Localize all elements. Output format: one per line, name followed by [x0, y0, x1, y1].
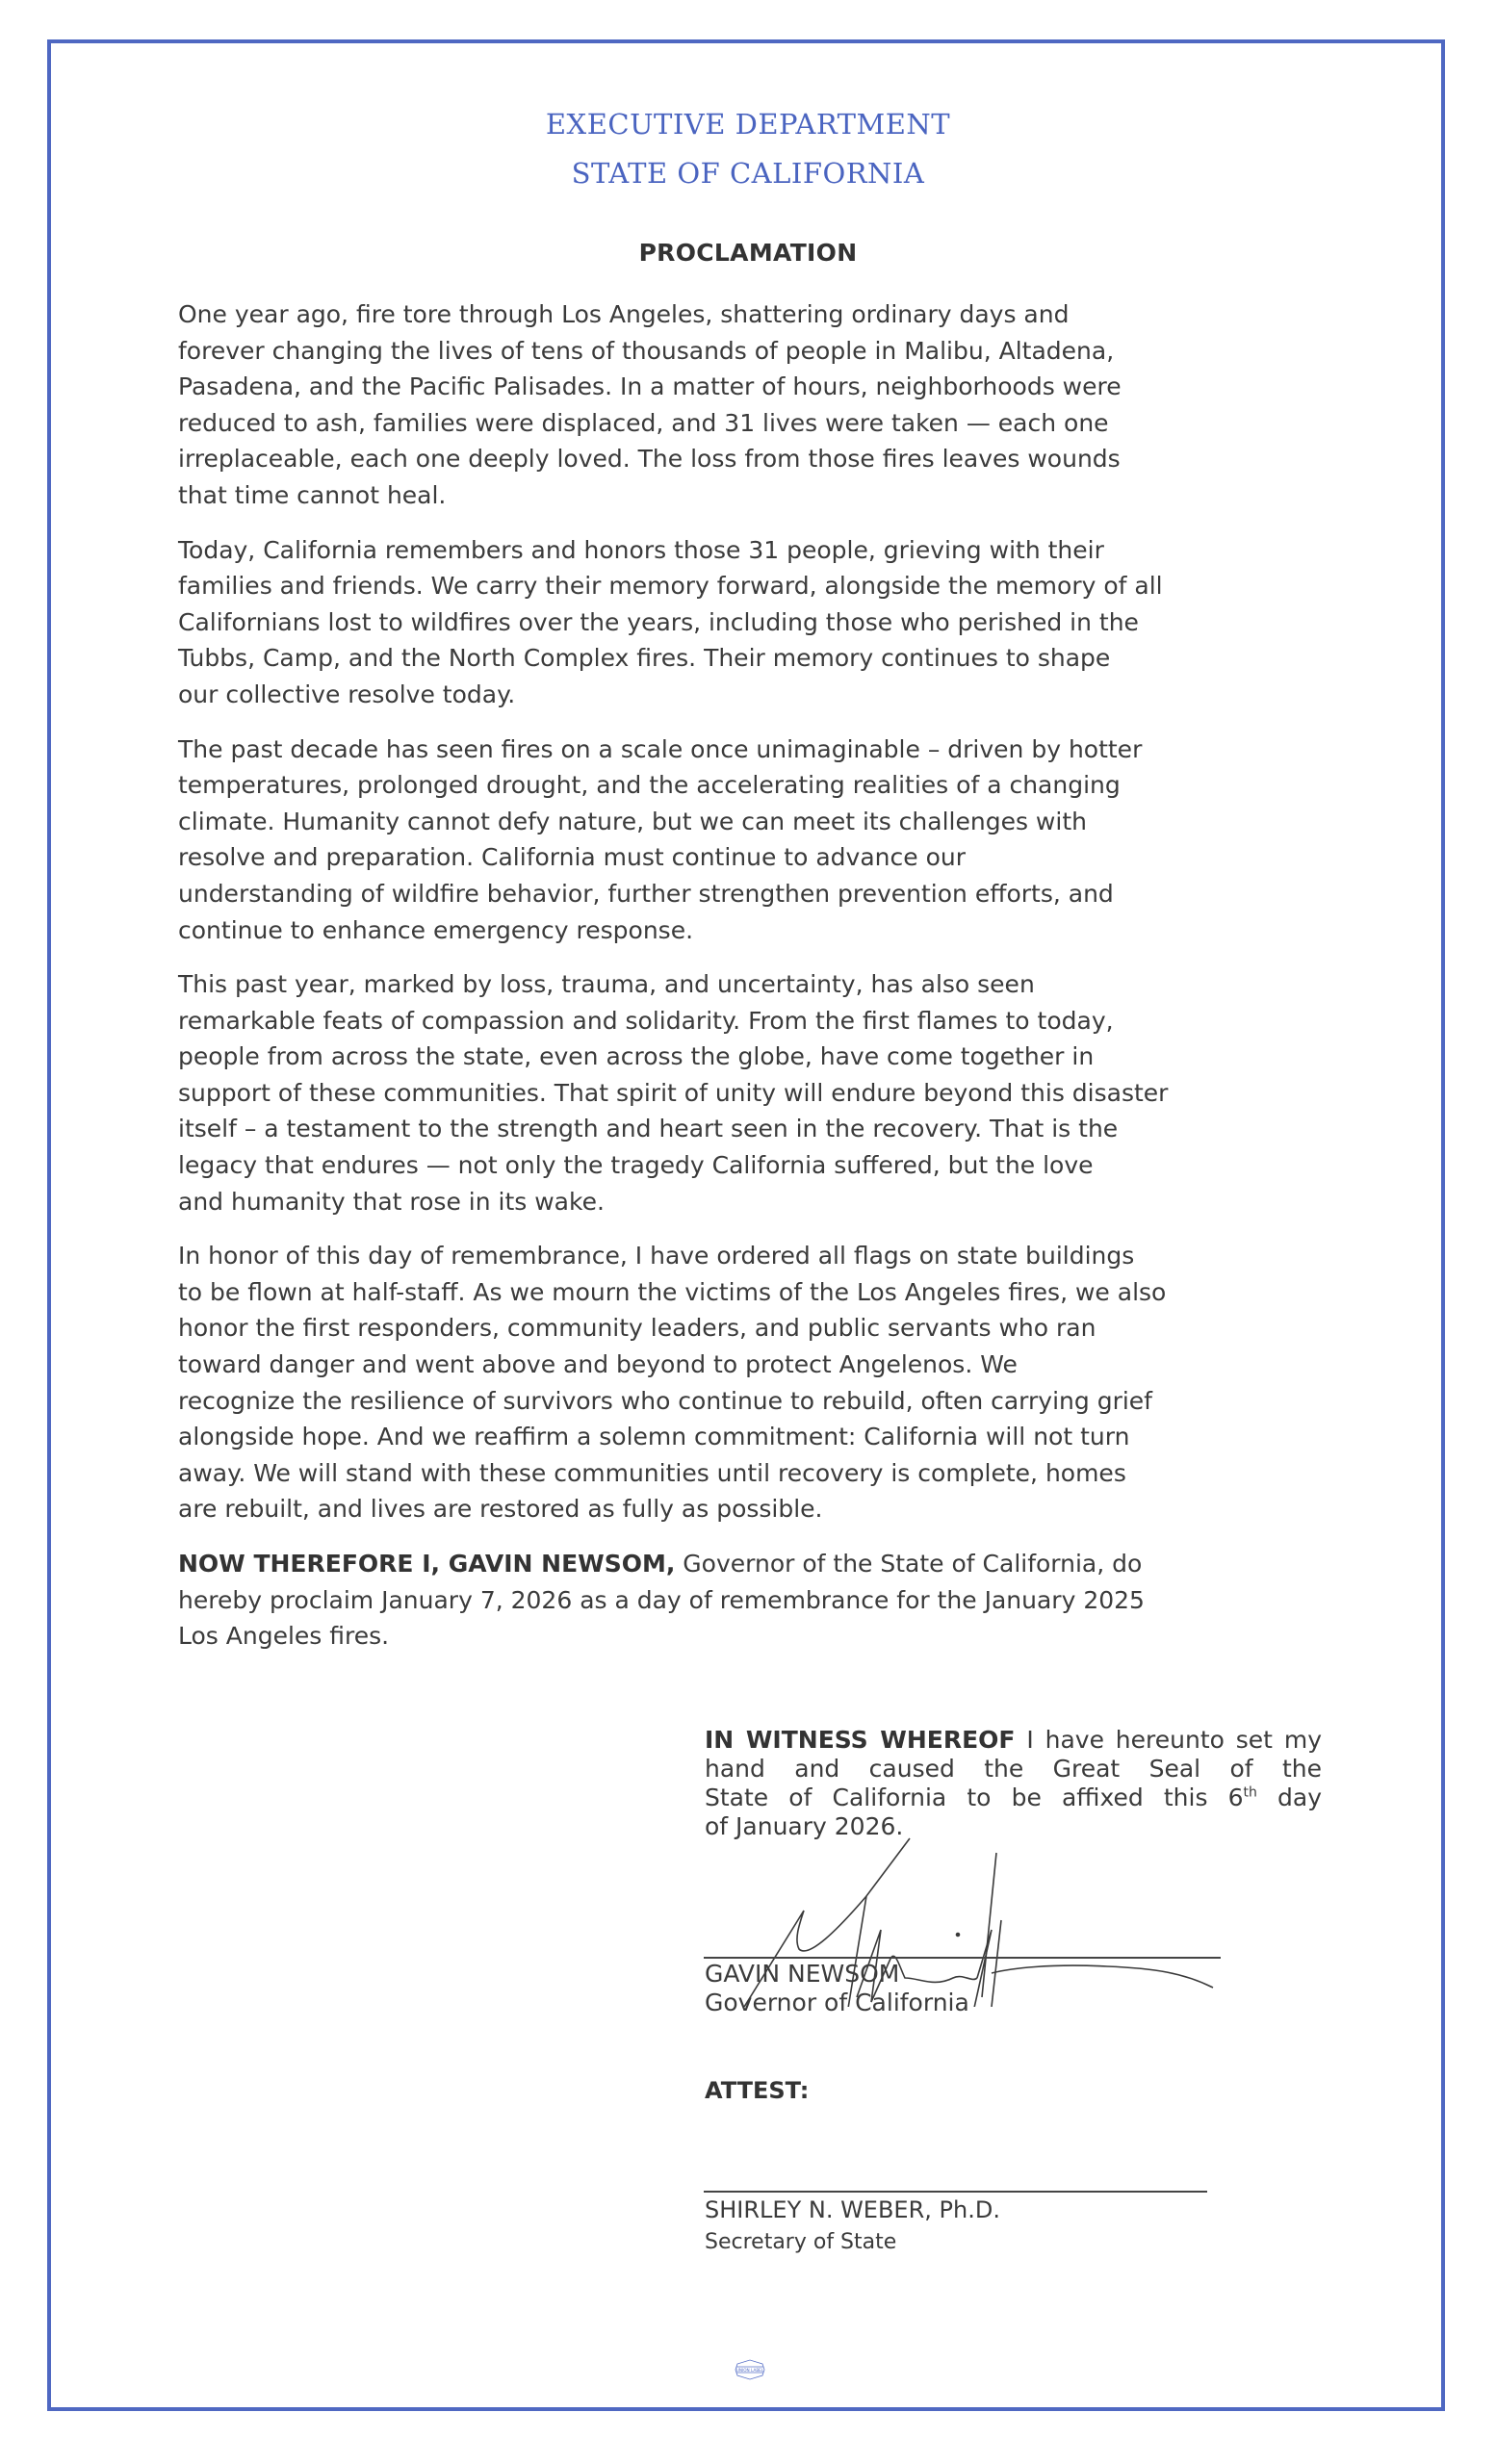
paragraph-line: to be flown at half-staff. As we mourn the victims of the Los Angeles fires, we also [178, 1277, 1167, 1306]
proclaimer-bold: NOW THEREFORE I, GAVIN NEWSOM, [178, 1550, 676, 1578]
paragraph-line: recognize the resilience of survivors who continue to rebuild, often carrying grief [178, 1386, 1152, 1415]
paragraph-line: and humanity that rose in its wake. [178, 1187, 605, 1216]
proclamation-body [178, 296, 1333, 1673]
paragraph-line: Today, California remembers and honors those 31 people, grieving with their [178, 535, 1104, 564]
paragraph-line: legacy that endures — not only the tragedy California suffered, but the love [178, 1151, 1094, 1180]
department-heading: EXECUTIVE DEPARTMENT [545, 108, 951, 141]
paragraph-line: toward danger and went above and beyond to protect Angelenos. We [178, 1350, 1018, 1379]
paragraph-line: This past year, marked by loss, trauma, and uncertainty, has also seen [178, 970, 1035, 999]
paragraph-line: Pasadena, and the Pacific Palisades. In a matter of hours, neighborhoods were [178, 372, 1122, 401]
paragraph-line: itself – a testament to the strength and heart seen in the recovery. That is the [178, 1115, 1119, 1143]
paragraph-line: away. We will stand with these communities until recovery is complete, homes [178, 1458, 1126, 1487]
paragraph-line: climate. Humanity cannot defy nature, but we can meet its challenges with [178, 807, 1087, 835]
attest-signature-line [704, 2191, 1207, 2193]
paragraph-line: support of these communities. That spirit of unity will endure beyond this disaster [178, 1078, 1169, 1107]
proclamation-text: Governor of the State of California, do [675, 1550, 1143, 1578]
paragraph-line: remarkable feats of compassion and solidarity. From the first flames to today, [178, 1006, 1114, 1035]
state-heading: STATE OF CALIFORNIA [571, 157, 925, 190]
witness-line: hand and caused the Great Seal of the [705, 1755, 1322, 1783]
governor-title: Governor of California [705, 1989, 969, 2016]
ordinal-suffix: th [1243, 1784, 1257, 1801]
paragraph-line: Tubbs, Camp, and the North Complex fires. Their memory continues to shape [178, 644, 1111, 673]
paragraph-line: One year ago, fire tore through Los Angeles, shattering ordinary days and [178, 300, 1070, 328]
witness-text: I have hereunto set my [1015, 1726, 1322, 1754]
paragraph-line: our collective resolve today. [178, 680, 516, 708]
witness-line [705, 1726, 1322, 1755]
paragraph-line: are rebuilt, and lives are restored as fully as possible. [178, 1495, 823, 1524]
witness-line: of January 2026. [705, 1812, 904, 1840]
proclamation-paragraph [178, 1546, 1333, 1655]
paragraph-line: irreplaceable, each one deeply loved. The loss from those fires leaves wounds [178, 445, 1121, 474]
svg-text:UNION LABEL: UNION LABEL [735, 2367, 764, 2373]
proclamation-line: Los Angeles fires. [178, 1622, 390, 1651]
paragraph [178, 732, 1333, 949]
governor-name: GAVIN NEWSOM [705, 1960, 900, 1988]
paragraph-line: Californians lost to wildfires over the years, including those who perished in the [178, 607, 1139, 636]
union-label-bug-icon [734, 2359, 766, 2380]
proclamation-line [178, 1546, 1333, 1582]
paragraph-line: alongside hope. And we reaffirm a solemn commitment: California will not turn [178, 1423, 1130, 1451]
paragraph-line: people from across the state, even across the globe, have come together in [178, 1042, 1095, 1071]
paragraph-line: temperatures, prolonged drought, and the accelerating realities of a changing [178, 771, 1121, 800]
paragraph-line: honor the first responders, community leaders, and public servants who ran [178, 1314, 1096, 1343]
paragraph [178, 296, 1333, 514]
witness-text: State of California to be affixed this 6 [705, 1784, 1244, 1811]
paragraph-line: reduced to ash, families were displaced, and 31 lives were taken — each one [178, 408, 1109, 437]
proclamation-line: hereby proclaim January 7, 2026 as a day of remembrance for the January 2025 [178, 1585, 1145, 1614]
attest-label: ATTEST: [705, 2077, 810, 2104]
witness-bold: IN WITNESS WHEREOF [705, 1726, 1016, 1754]
paragraph [178, 1238, 1333, 1527]
paragraph [178, 532, 1333, 713]
paragraph-line: families and friends. We carry their memory forward, alongside the memory of all [178, 572, 1163, 601]
paragraph-line: understanding of wildfire behavior, further strengthen prevention efforts, and [178, 879, 1114, 908]
secretary-name: SHIRLEY N. WEBER, Ph.D. [705, 2196, 1000, 2223]
paragraph-line: that time cannot heal. [178, 480, 447, 509]
governor-signature-block [705, 1960, 969, 2017]
paragraph-line: continue to enhance emergency response. [178, 915, 694, 944]
witness-line [705, 1784, 1322, 1812]
attest-signature-block [705, 2194, 1000, 2259]
paragraph-line: resolve and preparation. California must continue to advance our [178, 843, 966, 872]
paragraph-line: forever changing the lives of tens of thousands of people in Malibu, Altadena, [178, 336, 1115, 365]
governor-signature-line [704, 1957, 1221, 1959]
witness-block [705, 1726, 1322, 1841]
witness-text: day [1256, 1784, 1323, 1811]
paragraph-line: The past decade has seen fires on a scale once unimaginable – driven by hotter [178, 734, 1143, 763]
paragraph [178, 966, 1333, 1219]
proclamation-title: PROCLAMATION [638, 239, 858, 267]
secretary-title: Secretary of State [705, 2230, 897, 2254]
paragraph-line: In honor of this day of remembrance, I have ordered all flags on state buildings [178, 1242, 1135, 1270]
